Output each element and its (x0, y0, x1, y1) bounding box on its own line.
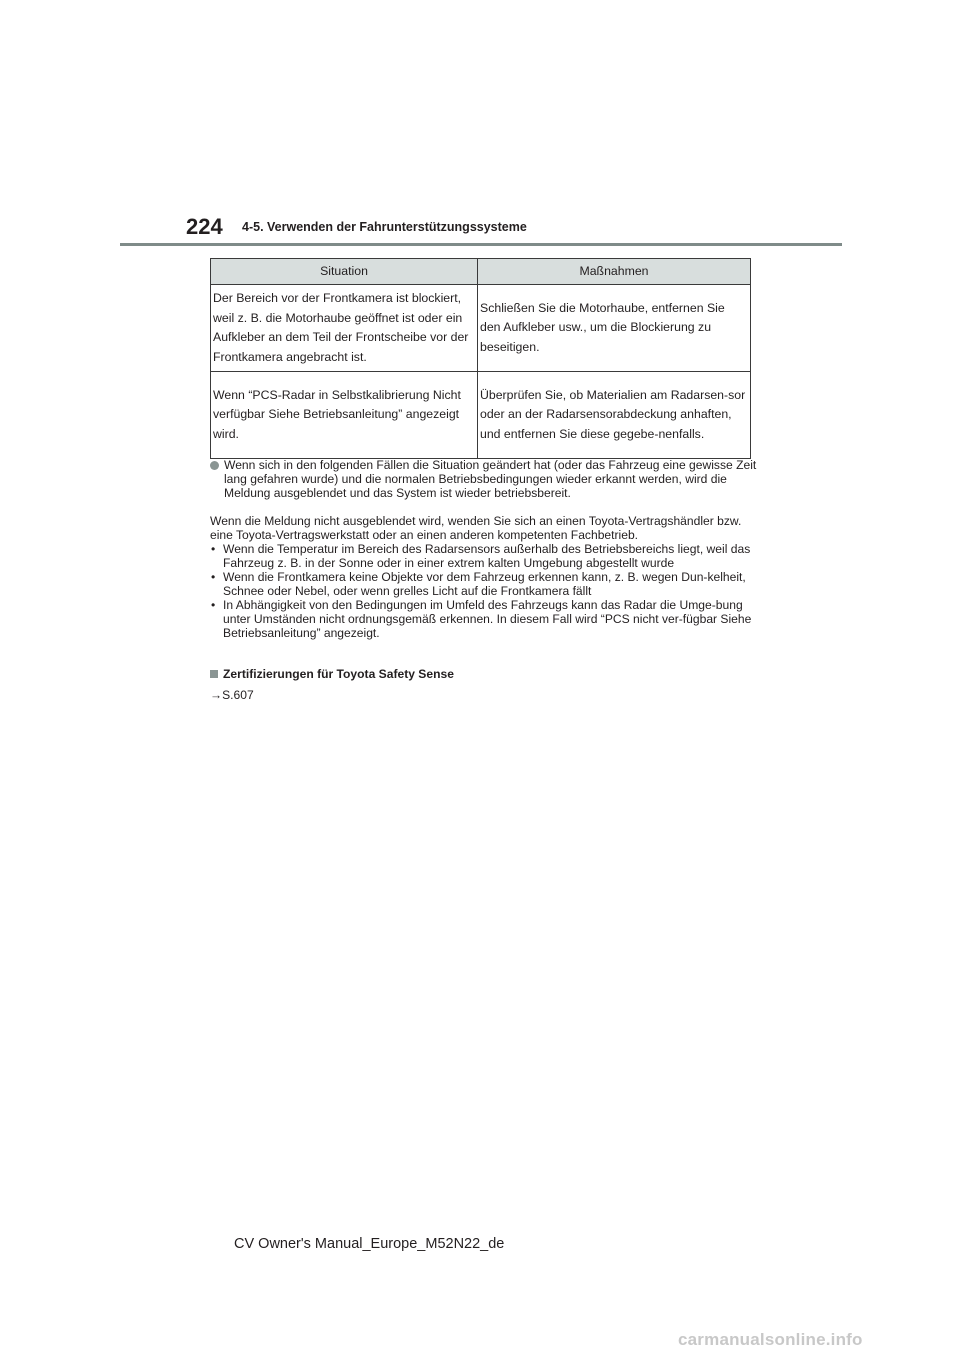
situation-cell: Wenn “PCS-Radar in Selbstkalibrierung Nicht verfügbar Siehe Betriebsanleitung” angezeigt wird. (211, 372, 478, 459)
certifications-subheading (210, 667, 454, 681)
contact-dealer-paragraph: Wenn die Meldung nicht ausgeblendet wird, wenden Sie sich an einen Toyota-Vertragshändler bzw. eine Toyota-Vertragswerkstatt oder an einen anderen kompetenten Fachbetrieb. (210, 514, 742, 542)
list-item-text: In Abhängigkeit von den Bedingungen im Umfeld des Fahrzeugs kann das Radar die Umge-bung unter Umständen nicht ordnungsgemäß erkennen. In diesem Fall wird “PCS nicht ver-fügbar Siehe Betriebsanleitung” angezeigt. (223, 598, 752, 640)
header-divider (120, 243, 842, 246)
list-marker: • (211, 598, 216, 612)
certifications-subheading-text: Zertifizierungen für Toyota Safety Sense (223, 667, 454, 681)
list-item (210, 570, 762, 598)
manual-footer: CV Owner's Manual_Europe_M52N22_de (234, 1236, 505, 1252)
page-reference-link[interactable]: →S.607 (210, 688, 254, 702)
column-header-situation: Situation (211, 259, 478, 285)
list-marker: • (211, 542, 216, 556)
list-marker: • (211, 570, 216, 584)
list-item-text: Wenn die Temperatur im Bereich des Radarsensors außerhalb des Betriebsbereichs liegt, weil das Fahrzeug z. B. in der Sonne oder in einer extrem kalten Umgebung abgestellt wurde (223, 542, 751, 570)
column-header-measures: Maßnahmen (478, 259, 751, 285)
contact-dealer-block (210, 514, 762, 640)
square-bullet-icon (210, 670, 218, 678)
site-watermark: carmanualsonline.info (678, 1330, 863, 1349)
table-row (211, 372, 751, 459)
page-number: 224 (186, 214, 223, 239)
list-item-text: Wenn die Frontkamera keine Objekte vor dem Fahrzeug erkennen kann, z. B. wegen Dun-kelheit, Schnee oder Nebel, oder wenn grelles Licht auf die Frontkamera fällt (223, 570, 746, 598)
list-item (210, 598, 762, 640)
list-item (210, 542, 762, 570)
table-row (211, 285, 751, 372)
measure-cell: Überprüfen Sie, ob Materialien am Radarsen-sor oder an der Radarsensorabdeckung anhaften, und entfernen Sie diese gegebe-nenfalls. (478, 372, 751, 459)
situation-cell: Der Bereich vor der Frontkamera ist blockiert, weil z. B. die Motorhaube geöffnet ist oder ein Aufkleber an dem Teil der Frontscheibe vor der Frontkamera angebracht ist. (211, 285, 478, 372)
note-bullet (210, 458, 762, 500)
measure-cell: Schließen Sie die Motorhaube, entfernen Sie den Aufkleber usw., um die Blockierung zu beseitigen. (478, 285, 751, 372)
table-header-row (211, 259, 751, 285)
situation-measures-table (210, 258, 751, 459)
section-title: 4-5. Verwenden der Fahrunterstützungssysteme (242, 220, 527, 234)
round-bullet-icon (210, 461, 219, 470)
note-bullet-text: Wenn sich in den folgenden Fällen die Situation geändert hat (oder das Fahrzeug eine gewisse Zeit lang gefahren wurde) und die normalen Betriebsbedingungen wieder erkannt werden, wird die Meldung ausgeblendet und das System ist wieder betriebsbereit. (224, 458, 757, 500)
